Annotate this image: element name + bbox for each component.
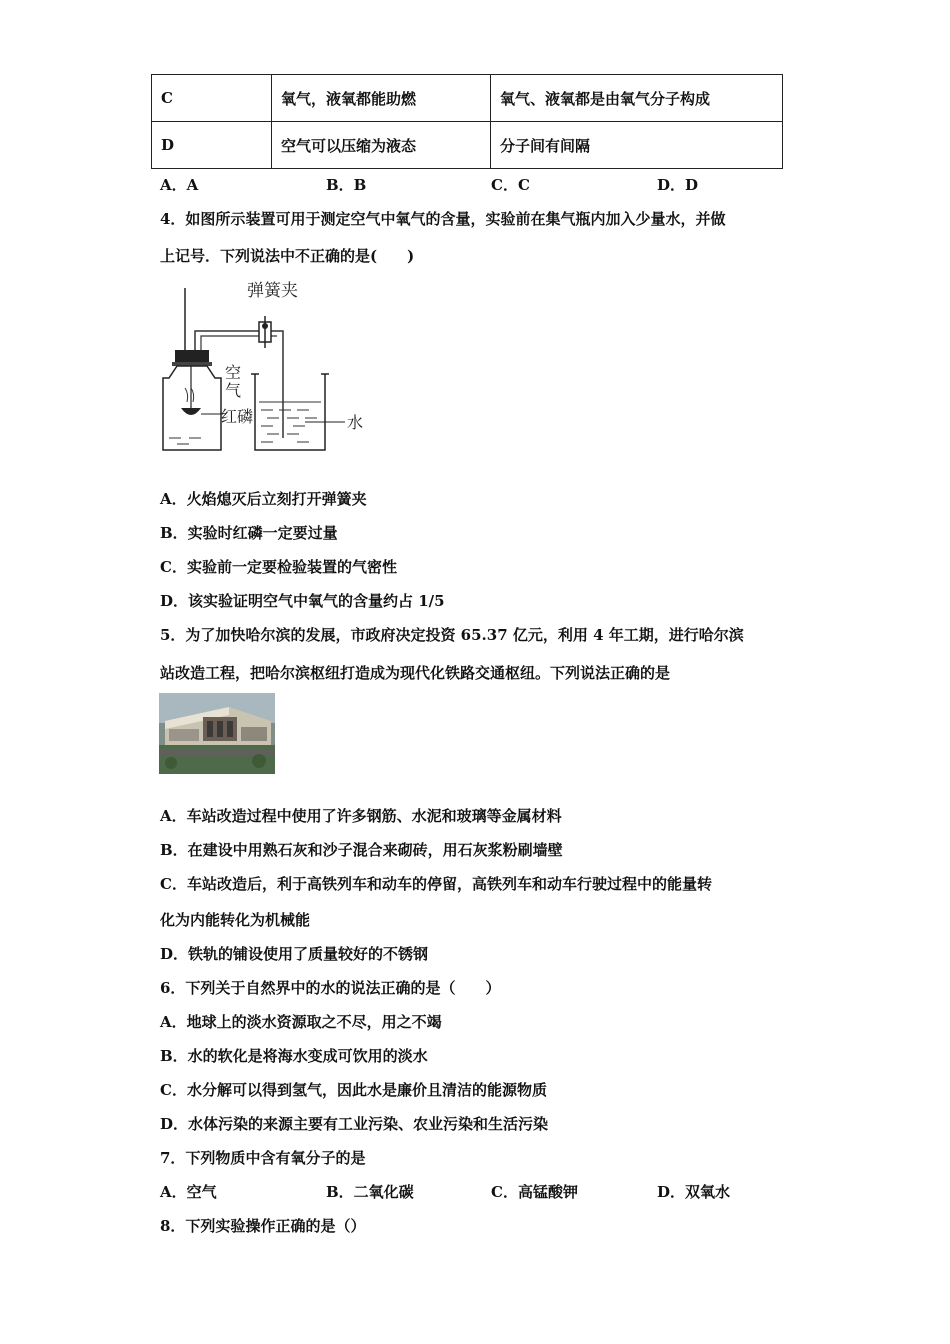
q6-option-c: C．水分解可以得到氢气，因此水是廉价且清洁的能源物质 <box>160 1081 547 1099</box>
q5-option-c: C．车站改造后，利于高铁列车和动车的停留，高铁列车和动车行驶过程中的能量转 <box>160 875 712 893</box>
label-air-2: 气 <box>225 381 242 400</box>
station-photo <box>159 693 275 774</box>
q5-option-a: A．车站改造过程中使用了许多钢筋、水泥和玻璃等金属材料 <box>160 807 562 825</box>
q6-option-b: B．水的软化是将海水变成可饮用的淡水 <box>160 1047 428 1065</box>
table-cell-label: D <box>152 122 272 169</box>
label-phosphorus: 红磷 <box>221 407 254 426</box>
q5-option-c-continued: 化为内能转化为机械能 <box>160 911 311 929</box>
beaker <box>255 374 325 450</box>
q4-stem-line1: 4．如图所示装置可用于测定空气中氧气的含量，实验前在集气瓶内加入少量水，并做 <box>160 210 726 228</box>
q4-stem-line2: 上记号．下列说法中不正确的是( ) <box>160 247 415 265</box>
table-cell-explanation: 氧气、液氧都是由氧气分子构成 <box>491 75 783 122</box>
apparatus-diagram <box>155 278 385 458</box>
label-clamp: 弹簧夹 <box>247 281 298 301</box>
q7-option-b: B．二氧化碳 <box>326 1183 414 1201</box>
q4-option-a: A．火焰熄灭后立刻打开弹簧夹 <box>160 490 367 508</box>
q5-stem-line1: 5．为了加快哈尔滨的发展，市政府决定投资 65.37 亿元，利用 4 年工期，进行哈尔滨 <box>160 626 744 644</box>
q4-option-b: B．实验时红磷一定要过量 <box>160 524 338 542</box>
label-air-1: 空 <box>225 363 242 382</box>
q7-option-a: A．空气 <box>160 1183 217 1201</box>
label-water: 水 <box>347 413 364 432</box>
q3-option-d: D．D <box>657 176 699 194</box>
q5-stem-line2: 站改造工程，把哈尔滨枢纽打造成为现代化铁路交通枢纽。下列说法正确的是 <box>160 664 671 682</box>
q3-option-c: C．C <box>491 176 530 194</box>
q7-option-c: C．高锰酸钾 <box>491 1183 578 1201</box>
q3-option-a: A．A <box>160 176 199 194</box>
q8-stem: 8．下列实验操作正确的是（） <box>160 1217 366 1235</box>
q6-option-a: A．地球上的淡水资源取之不尽，用之不竭 <box>160 1013 442 1031</box>
q6-option-d: D．水体污染的来源主要有工业污染、农业污染和生活污染 <box>160 1115 549 1133</box>
rubber-stopper <box>175 350 209 362</box>
answer-table <box>151 74 783 169</box>
q6-stem: 6．下列关于自然界中的水的说法正确的是（ ） <box>160 979 501 997</box>
table-row <box>152 122 783 169</box>
table-cell-explanation: 分子间有间隔 <box>491 122 783 169</box>
table-row <box>152 75 783 122</box>
table-cell-label: C <box>152 75 272 122</box>
q5-option-b: B．在建设中用熟石灰和沙子混合来砌砖，用石灰浆粉刷墙壁 <box>160 841 563 859</box>
table-cell-fact: 氧气，液氧都能助燃 <box>272 75 491 122</box>
q4-option-d: D．该实验证明空气中氧气的含量约占 1/5 <box>160 592 445 610</box>
q5-option-d: D．铁轨的铺设使用了质量较好的不锈钢 <box>160 945 429 963</box>
q4-option-c: C．实验前一定要检验装置的气密性 <box>160 558 397 576</box>
q7-stem: 7．下列物质中含有氧分子的是 <box>160 1149 366 1167</box>
table-cell-fact: 空气可以压缩为液态 <box>272 122 491 169</box>
q7-option-d: D．双氧水 <box>657 1183 731 1201</box>
q3-option-b: B．B <box>326 176 367 194</box>
